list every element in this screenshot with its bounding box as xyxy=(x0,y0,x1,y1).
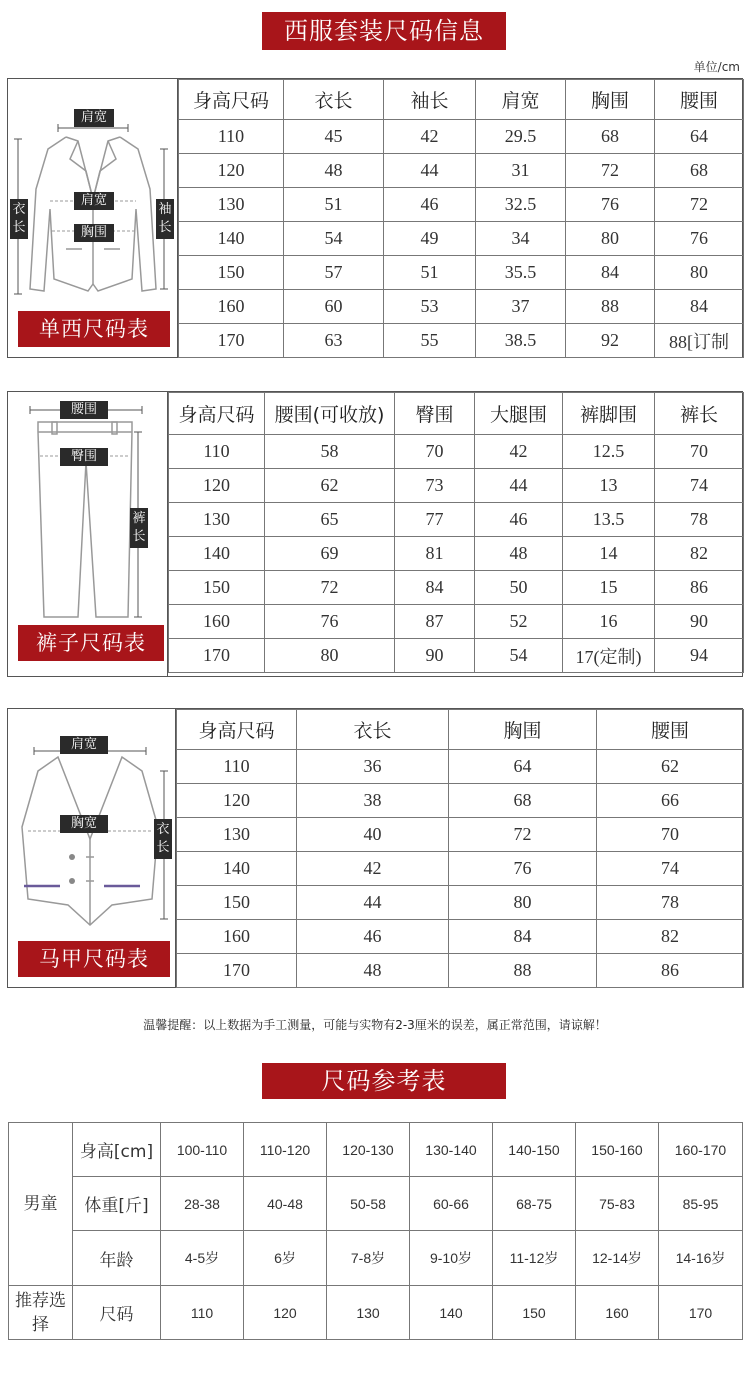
table-cell: 63 xyxy=(284,324,384,358)
table-cell: 84 xyxy=(655,290,744,324)
table-cell: 84 xyxy=(566,256,655,290)
reference-cell: 150-160 xyxy=(576,1123,659,1177)
vest-column-header: 胸围 xyxy=(449,710,597,750)
pants-hip-tag: 臀围 xyxy=(60,448,108,466)
table-row xyxy=(169,639,744,673)
table-row xyxy=(179,154,744,188)
table-cell: 150 xyxy=(169,571,265,605)
table-cell: 150 xyxy=(179,256,284,290)
vest-column-header: 腰围 xyxy=(597,710,744,750)
table-cell: 68 xyxy=(566,120,655,154)
pants-size-table xyxy=(168,392,744,673)
pants-column-header: 臀围 xyxy=(395,393,475,435)
table-cell: 72 xyxy=(566,154,655,188)
table-cell: 80 xyxy=(265,639,395,673)
table-cell: 48 xyxy=(297,954,449,988)
table-cell: 46 xyxy=(475,503,563,537)
jacket-size-label: 单西尺码表 xyxy=(18,311,170,347)
table-cell: 62 xyxy=(265,469,395,503)
table-cell: 74 xyxy=(655,469,744,503)
table-cell: 90 xyxy=(655,605,744,639)
table-cell: 51 xyxy=(284,188,384,222)
table-cell: 84 xyxy=(449,920,597,954)
table-cell: 29.5 xyxy=(476,120,566,154)
reference-cell: 100-110 xyxy=(161,1123,244,1177)
table-cell: 57 xyxy=(284,256,384,290)
size-cell: 150 xyxy=(493,1286,576,1340)
size-row-label: 尺码 xyxy=(73,1286,161,1340)
table-row xyxy=(179,222,744,256)
table-row xyxy=(177,818,744,852)
table-cell: 72 xyxy=(655,188,744,222)
table-cell: 31 xyxy=(476,154,566,188)
table-cell: 17(定制) xyxy=(563,639,655,673)
table-row xyxy=(177,886,744,920)
size-cell: 170 xyxy=(659,1286,743,1340)
table-cell: 68 xyxy=(655,154,744,188)
table-cell: 64 xyxy=(655,120,744,154)
recommend-label: 推荐选择 xyxy=(9,1286,73,1340)
reference-row xyxy=(9,1123,743,1177)
table-cell: 46 xyxy=(384,188,476,222)
table-cell: 72 xyxy=(265,571,395,605)
reference-cell: 110-120 xyxy=(244,1123,327,1177)
pants-column-header: 大腿围 xyxy=(475,393,563,435)
table-row xyxy=(169,537,744,571)
table-cell: 92 xyxy=(566,324,655,358)
table-cell: 88 xyxy=(449,954,597,988)
table-cell: 86 xyxy=(655,571,744,605)
table-row xyxy=(179,188,744,222)
table-cell: 73 xyxy=(395,469,475,503)
table-cell: 55 xyxy=(384,324,476,358)
reference-title-banner xyxy=(262,1063,506,1099)
jacket-size-panel xyxy=(7,78,743,358)
page-title: 西服套装尺码信息 xyxy=(284,17,484,45)
jacket-column-header: 腰围 xyxy=(655,80,744,120)
table-row xyxy=(179,120,744,154)
table-cell: 53 xyxy=(384,290,476,324)
jacket-column-header: 身高尺码 xyxy=(179,80,284,120)
vest-shoulder-tag: 肩宽 xyxy=(60,736,108,754)
table-cell: 130 xyxy=(179,188,284,222)
table-cell: 68 xyxy=(449,784,597,818)
recommend-row xyxy=(9,1286,743,1340)
table-cell: 76 xyxy=(449,852,597,886)
table-cell: 54 xyxy=(284,222,384,256)
vest-size-table xyxy=(176,709,744,988)
reference-cell: 140-150 xyxy=(493,1123,576,1177)
table-cell: 51 xyxy=(384,256,476,290)
jacket-column-header: 胸围 xyxy=(566,80,655,120)
table-row xyxy=(169,605,744,639)
vest-size-label: 马甲尺码表 xyxy=(18,941,170,977)
table-cell: 170 xyxy=(177,954,297,988)
jacket-chest-tag: 胸围 xyxy=(74,224,114,242)
jacket-column-header: 衣长 xyxy=(284,80,384,120)
table-cell: 72 xyxy=(449,818,597,852)
reference-cell: 40-48 xyxy=(244,1177,327,1231)
jacket-size-table xyxy=(178,79,744,358)
vest-header-row xyxy=(177,710,744,750)
reference-cell: 85-95 xyxy=(659,1177,743,1231)
table-cell: 44 xyxy=(475,469,563,503)
jacket-header-row xyxy=(179,80,744,120)
reference-cell: 75-83 xyxy=(576,1177,659,1231)
table-cell: 38.5 xyxy=(476,324,566,358)
table-cell: 46 xyxy=(297,920,449,954)
table-cell: 12.5 xyxy=(563,435,655,469)
table-cell: 32.5 xyxy=(476,188,566,222)
reference-cell: 28-38 xyxy=(161,1177,244,1231)
table-row xyxy=(177,954,744,988)
pants-length-tag: 裤长 xyxy=(130,508,148,548)
jacket-shoulder-top-tag: 肩宽 xyxy=(74,109,114,127)
jacket-column-header: 肩宽 xyxy=(476,80,566,120)
table-cell: 150 xyxy=(177,886,297,920)
table-cell: 82 xyxy=(655,537,744,571)
size-cell: 130 xyxy=(327,1286,410,1340)
jacket-length-tag: 衣长 xyxy=(10,199,28,239)
table-cell: 48 xyxy=(284,154,384,188)
table-cell: 40 xyxy=(297,818,449,852)
reference-row-label: 年龄 xyxy=(73,1231,161,1286)
pants-column-header: 裤长 xyxy=(655,393,744,435)
table-cell: 170 xyxy=(169,639,265,673)
table-cell: 140 xyxy=(169,537,265,571)
table-cell: 58 xyxy=(265,435,395,469)
table-row xyxy=(177,784,744,818)
table-row xyxy=(179,290,744,324)
table-row xyxy=(169,469,744,503)
table-cell: 160 xyxy=(169,605,265,639)
table-cell: 42 xyxy=(475,435,563,469)
table-cell: 120 xyxy=(177,784,297,818)
reference-row-label: 身高[cm] xyxy=(73,1123,161,1177)
table-cell: 140 xyxy=(179,222,284,256)
reference-row xyxy=(9,1177,743,1231)
pants-waist-tag: 腰围 xyxy=(60,401,108,419)
reference-cell: 68-75 xyxy=(493,1177,576,1231)
table-cell: 77 xyxy=(395,503,475,537)
table-cell: 88 xyxy=(566,290,655,324)
size-cell: 110 xyxy=(161,1286,244,1340)
reference-cell: 14-16岁 xyxy=(659,1231,743,1286)
table-row xyxy=(177,920,744,954)
reference-cell: 50-58 xyxy=(327,1177,410,1231)
reference-cell: 60-66 xyxy=(410,1177,493,1231)
table-row xyxy=(179,324,744,358)
table-cell: 50 xyxy=(475,571,563,605)
size-cell: 160 xyxy=(576,1286,659,1340)
table-cell: 120 xyxy=(179,154,284,188)
pants-column-header: 腰围(可收放) xyxy=(265,393,395,435)
table-cell: 45 xyxy=(284,120,384,154)
table-cell: 76 xyxy=(566,188,655,222)
table-cell: 94 xyxy=(655,639,744,673)
pants-illustration-area xyxy=(8,392,168,676)
table-row xyxy=(169,503,744,537)
jacket-sleeve-tag: 袖长 xyxy=(156,199,174,239)
table-cell: 76 xyxy=(265,605,395,639)
jacket-shoulder-mid-tag: 肩宽 xyxy=(74,192,114,210)
table-cell: 130 xyxy=(177,818,297,852)
table-cell: 13.5 xyxy=(563,503,655,537)
table-cell: 170 xyxy=(179,324,284,358)
table-cell: 82 xyxy=(597,920,744,954)
table-cell: 110 xyxy=(179,120,284,154)
table-cell: 42 xyxy=(297,852,449,886)
reference-cell: 160-170 xyxy=(659,1123,743,1177)
jacket-illustration-area xyxy=(8,79,178,357)
table-row xyxy=(169,571,744,605)
jacket-column-header: 袖长 xyxy=(384,80,476,120)
table-cell: 65 xyxy=(265,503,395,537)
table-cell: 14 xyxy=(563,537,655,571)
pants-column-header: 裤脚围 xyxy=(563,393,655,435)
table-cell: 78 xyxy=(597,886,744,920)
table-cell: 36 xyxy=(297,750,449,784)
table-cell: 44 xyxy=(384,154,476,188)
vest-column-header: 衣长 xyxy=(297,710,449,750)
size-cell: 120 xyxy=(244,1286,327,1340)
table-cell: 80 xyxy=(449,886,597,920)
page-title-banner xyxy=(262,12,506,50)
table-cell: 13 xyxy=(563,469,655,503)
table-cell: 140 xyxy=(177,852,297,886)
reference-row-label: 体重[斤] xyxy=(73,1177,161,1231)
reference-cell: 120-130 xyxy=(327,1123,410,1177)
table-cell: 38 xyxy=(297,784,449,818)
table-cell: 62 xyxy=(597,750,744,784)
reference-cell: 130-140 xyxy=(410,1123,493,1177)
table-cell: 86 xyxy=(597,954,744,988)
table-cell: 44 xyxy=(297,886,449,920)
group-label: 男童 xyxy=(9,1123,73,1286)
reference-cell: 12-14岁 xyxy=(576,1231,659,1286)
table-cell: 66 xyxy=(597,784,744,818)
table-cell: 74 xyxy=(597,852,744,886)
vest-size-panel xyxy=(7,708,743,988)
table-cell: 70 xyxy=(395,435,475,469)
table-cell: 88[订制 xyxy=(655,324,744,358)
pants-size-panel xyxy=(7,391,743,677)
reference-cell: 6岁 xyxy=(244,1231,327,1286)
reference-row xyxy=(9,1231,743,1286)
table-cell: 70 xyxy=(655,435,744,469)
table-cell: 160 xyxy=(177,920,297,954)
vest-illustration-area xyxy=(8,709,176,987)
table-cell: 70 xyxy=(597,818,744,852)
table-row xyxy=(177,750,744,784)
table-cell: 90 xyxy=(395,639,475,673)
measurement-note: 温馨提醒：以上数据为手工测量，可能与实物有2-3厘米的误差，属正常范围，请谅解！ xyxy=(143,1018,607,1032)
table-cell: 80 xyxy=(566,222,655,256)
table-cell: 37 xyxy=(476,290,566,324)
size-reference-table xyxy=(8,1122,743,1340)
vest-column-header: 身高尺码 xyxy=(177,710,297,750)
table-cell: 54 xyxy=(475,639,563,673)
table-cell: 35.5 xyxy=(476,256,566,290)
table-cell: 78 xyxy=(655,503,744,537)
vest-length-tag: 衣长 xyxy=(154,819,172,859)
table-cell: 120 xyxy=(169,469,265,503)
table-cell: 34 xyxy=(476,222,566,256)
table-cell: 110 xyxy=(169,435,265,469)
pants-header-row xyxy=(169,393,744,435)
table-row xyxy=(169,435,744,469)
table-cell: 80 xyxy=(655,256,744,290)
table-cell: 84 xyxy=(395,571,475,605)
reference-cell: 7-8岁 xyxy=(327,1231,410,1286)
table-cell: 87 xyxy=(395,605,475,639)
unit-label: 单位/cm xyxy=(693,60,740,74)
pants-size-label: 裤子尺码表 xyxy=(18,625,164,661)
reference-cell: 4-5岁 xyxy=(161,1231,244,1286)
table-cell: 52 xyxy=(475,605,563,639)
table-cell: 49 xyxy=(384,222,476,256)
table-cell: 42 xyxy=(384,120,476,154)
reference-title: 尺码参考表 xyxy=(321,1067,447,1095)
table-row xyxy=(179,256,744,290)
table-cell: 76 xyxy=(655,222,744,256)
table-cell: 16 xyxy=(563,605,655,639)
table-cell: 48 xyxy=(475,537,563,571)
reference-cell: 9-10岁 xyxy=(410,1231,493,1286)
pants-column-header: 身高尺码 xyxy=(169,393,265,435)
table-cell: 110 xyxy=(177,750,297,784)
table-cell: 15 xyxy=(563,571,655,605)
vest-chest-tag: 胸宽 xyxy=(60,815,108,833)
table-cell: 130 xyxy=(169,503,265,537)
table-cell: 64 xyxy=(449,750,597,784)
table-cell: 60 xyxy=(284,290,384,324)
table-row xyxy=(177,852,744,886)
table-cell: 69 xyxy=(265,537,395,571)
table-cell: 81 xyxy=(395,537,475,571)
reference-cell: 11-12岁 xyxy=(493,1231,576,1286)
table-cell: 160 xyxy=(179,290,284,324)
size-cell: 140 xyxy=(410,1286,493,1340)
